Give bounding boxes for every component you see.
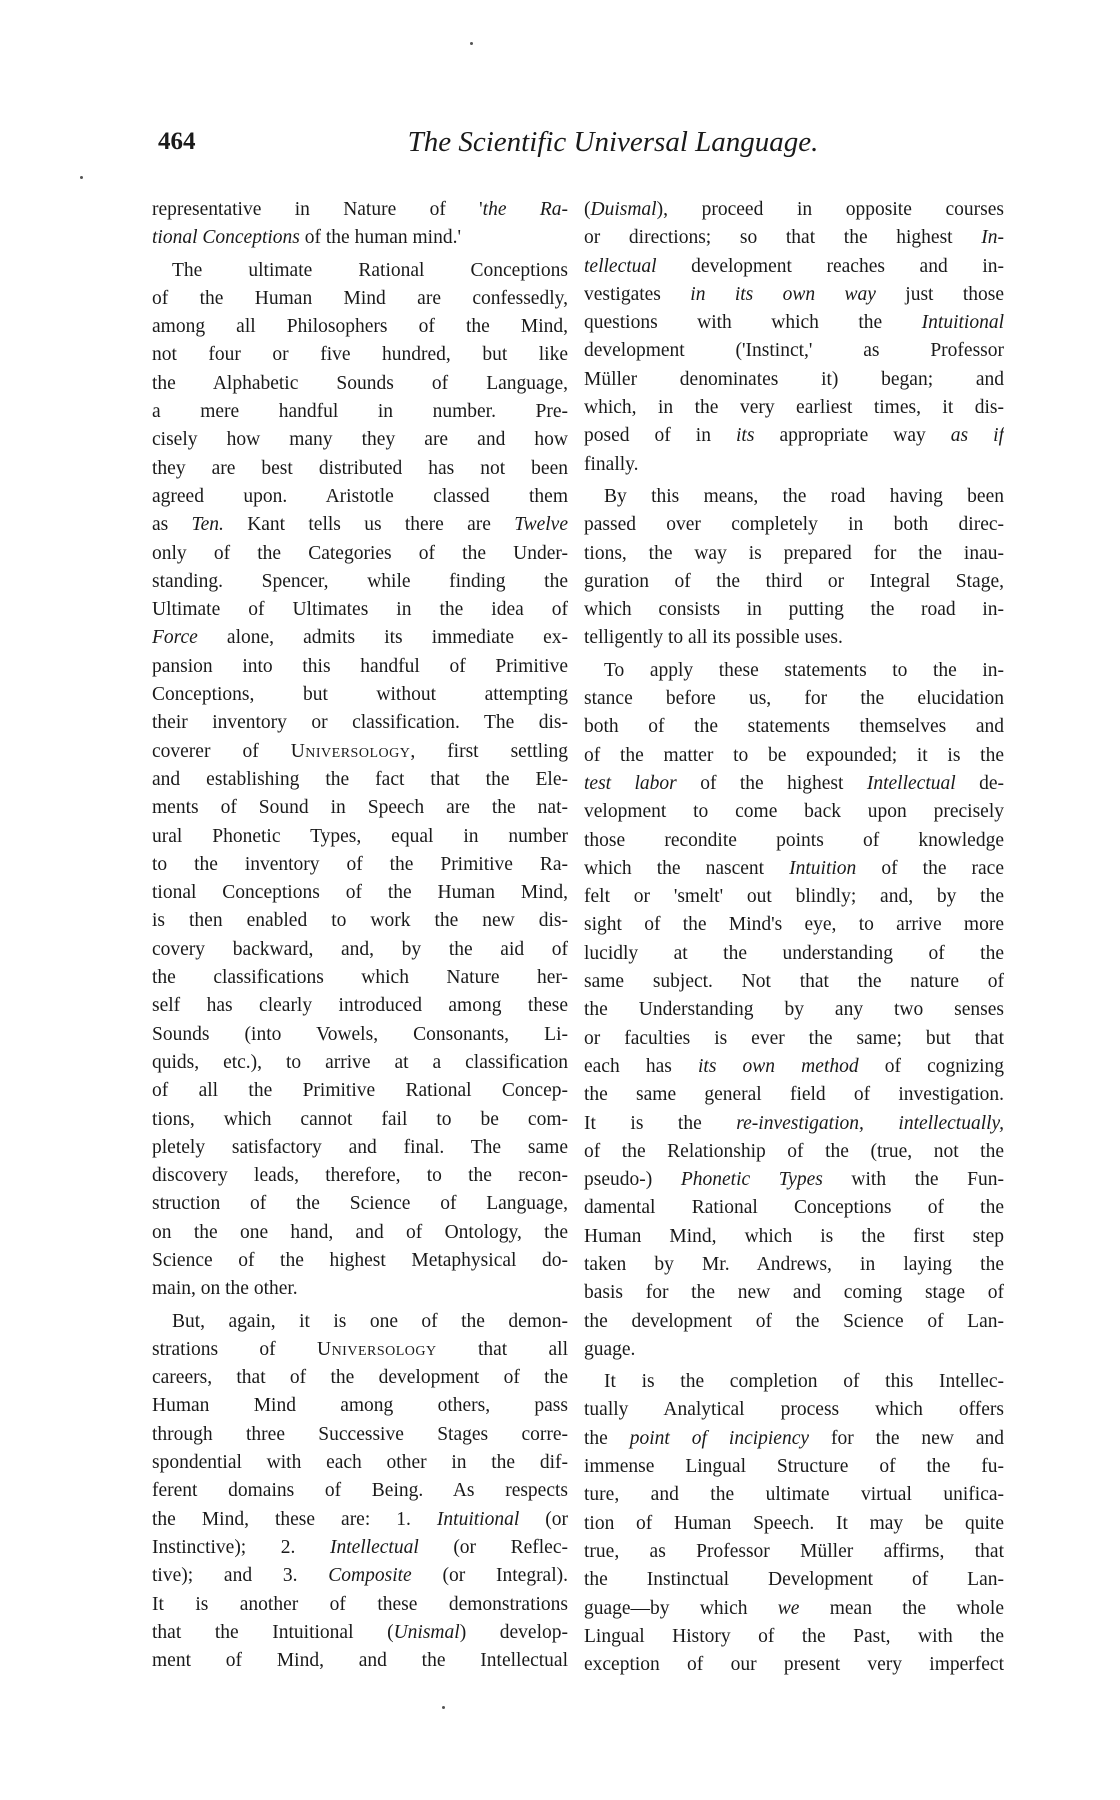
- text-line: they are best distributed has not been: [152, 457, 568, 479]
- text-line: It is the re-investigation, intellectually,: [584, 1112, 1004, 1134]
- paragraph: [152, 196, 568, 253]
- text-line: Human Mind, which is the first step: [584, 1225, 1004, 1247]
- text-line: questions with which the Intuitional: [584, 312, 1004, 334]
- text-line: ural Phonetic Types, equal in number: [152, 825, 568, 847]
- text-line: coverer of Universology, first settling: [152, 740, 568, 762]
- text-line: those recondite points of knowledge: [584, 829, 1004, 851]
- right-column: [584, 196, 1004, 1679]
- text-line: (Duismal), proceed in opposite courses: [584, 199, 1004, 220]
- small-caps-text: Universology: [316, 1338, 437, 1360]
- text-line: velopment to come back upon precisely: [584, 801, 1004, 823]
- text-line: passed over completely in both direc-: [584, 514, 1004, 536]
- text-line: Force alone, admits its immediate ex-: [152, 627, 568, 649]
- text-line: Human Mind among others, pass: [152, 1395, 568, 1417]
- text-line: Instinctive); 2. Intellectual (or Reflec-: [152, 1536, 568, 1558]
- text-line: of the matter to be expounded; it is the: [584, 744, 1004, 766]
- text-line: tions, which cannot fail to be com-: [152, 1108, 568, 1130]
- text-line: lucidly at the understanding of the: [584, 942, 1004, 964]
- text-line: both of the statements themselves and: [584, 716, 1004, 738]
- text-line: taken by Mr. Andrews, in laying the: [584, 1253, 1004, 1275]
- text-line: that the Intuitional (Unismal) develop-: [152, 1621, 568, 1643]
- italic-text: test labor: [584, 772, 677, 794]
- text-line: guage.: [584, 1338, 636, 1360]
- text-line: telligently to all its possible uses.: [584, 627, 843, 649]
- paragraph: [584, 657, 1004, 1364]
- italic-text: re-investigation, intellectually,: [736, 1112, 1004, 1134]
- text-line: tually Analytical process which offers: [584, 1399, 1004, 1421]
- text-line: spondential with each other in the dif-: [152, 1452, 568, 1474]
- text-line: the same general field of investigation.: [584, 1084, 1004, 1106]
- text-line: By this means, the road having been: [604, 485, 1004, 507]
- text-line: vestigates in its own way just those: [584, 283, 1004, 305]
- italic-text: Intuition: [789, 857, 857, 879]
- italic-text: Ten.: [191, 514, 224, 536]
- text-line: tive); and 3. Composite (or Integral).: [152, 1565, 568, 1587]
- text-line: through three Successive Stages corre-: [152, 1423, 568, 1445]
- left-column: [152, 196, 568, 1675]
- text-line: or faculties is ever the same; but that: [584, 1027, 1004, 1049]
- text-line: of the Relationship of the (true, not the: [584, 1140, 1004, 1162]
- text-line: quids, etc.), to arrive at a classification: [152, 1051, 568, 1073]
- italic-text: Intellectual: [329, 1536, 419, 1558]
- text-line: tellectual development reaches and in-: [584, 255, 1004, 277]
- scan-speck: [442, 1706, 445, 1709]
- italic-text: In-: [981, 227, 1004, 249]
- italic-text: in its own way: [690, 283, 876, 305]
- text-line: It is another of these demonstrations: [152, 1593, 568, 1615]
- text-line: development ('Instinct,' as Professor: [584, 340, 1004, 362]
- italic-text: Unismal: [393, 1621, 460, 1643]
- text-line: as Ten. Kant tells us there are Twelve: [152, 514, 568, 536]
- italic-text: Intuitional: [436, 1508, 520, 1530]
- small-caps-text: Universology: [290, 740, 411, 762]
- text-line: only of the Categories of the Under-: [152, 542, 568, 564]
- text-line: the Understanding by any two senses: [584, 999, 1004, 1021]
- text-line: tions, the way is prepared for the inau-: [584, 542, 1004, 564]
- text-line: is then enabled to work the new dis-: [152, 910, 568, 932]
- text-line: to the inventory of the Primitive Ra-: [152, 853, 568, 875]
- paragraph: [584, 1368, 1004, 1679]
- text-line: a mere handful in number. Pre-: [152, 401, 568, 423]
- italic-text: as if: [950, 425, 1004, 447]
- text-line: the Instinctual Development of Lan-: [584, 1569, 1004, 1591]
- text-line: ments of Sound in Speech are the nat-: [152, 797, 568, 819]
- text-line: exception of our present very imperfect: [584, 1654, 1004, 1676]
- paragraph: [152, 257, 568, 1304]
- text-line: pletely satisfactory and final. The same: [152, 1136, 568, 1158]
- italic-text: Intuitional: [921, 312, 1004, 334]
- page-number: 464: [158, 128, 196, 155]
- text-line: on the one hand, and of Ontology, the: [152, 1221, 568, 1243]
- text-line: guage—by which we mean the whole: [584, 1597, 1004, 1619]
- text-line: self has clearly introduced among these: [152, 995, 568, 1017]
- italic-text: Duismal: [590, 199, 657, 220]
- running-header: [158, 128, 1008, 168]
- text-line: stance before us, for the elucidation: [584, 688, 1004, 710]
- text-line: among all Philosophers of the Mind,: [152, 316, 568, 338]
- text-line: which the nascent Intuition of the race: [584, 857, 1004, 879]
- text-line: or directions; so that the highest In-: [584, 227, 1004, 249]
- text-line: strations of Universology that all: [152, 1338, 568, 1360]
- text-line: the development of the Science of Lan-: [584, 1310, 1004, 1332]
- paragraph: [152, 1308, 568, 1676]
- italic-text: Composite: [328, 1565, 412, 1587]
- text-line: main, on the other.: [152, 1278, 298, 1300]
- text-line: tional Conceptions of the human mind.': [152, 227, 461, 249]
- italic-text: we: [777, 1597, 800, 1619]
- text-line: Conceptions, but without attempting: [152, 684, 568, 706]
- text-line: which consists in putting the road in-: [584, 599, 1004, 621]
- text-line: Sounds (into Vowels, Consonants, Li-: [152, 1023, 568, 1045]
- text-line: each has its own method of cognizing: [584, 1055, 1004, 1077]
- scan-speck: [470, 42, 473, 45]
- text-line: the point of incipiency for the new and: [584, 1427, 1004, 1449]
- italic-text: its own method: [697, 1055, 859, 1077]
- text-line: of all the Primitive Rational Concep-: [152, 1080, 568, 1102]
- text-line: covery backward, and, by the aid of: [152, 938, 568, 960]
- text-line: Science of the highest Metaphysical do-: [152, 1249, 568, 1271]
- text-line: not four or five hundred, but like: [152, 344, 568, 366]
- text-line: their inventory or classification. The dis-: [152, 712, 568, 734]
- italic-text: the Ra-: [482, 199, 568, 220]
- text-line: sight of the Mind's eye, to arrive more: [584, 914, 1004, 936]
- text-line: To apply these statements to the in-: [604, 659, 1004, 681]
- text-line: finally.: [584, 453, 639, 475]
- text-line: guration of the third or Integral Stage,: [584, 570, 1004, 592]
- text-line: cisely how many they are and how: [152, 429, 568, 451]
- text-line: the Mind, these are: 1. Intuitional (or: [152, 1508, 568, 1530]
- text-line: ture, and the ultimate virtual unifica-: [584, 1484, 1004, 1506]
- italic-text: Intellectual: [866, 772, 956, 794]
- text-line: The ultimate Rational Conceptions: [172, 259, 568, 281]
- text-line: struction of the Science of Language,: [152, 1193, 568, 1215]
- paragraph: [584, 196, 1004, 479]
- text-line: damental Rational Conceptions of the: [584, 1197, 1004, 1219]
- italic-text: tellectual: [584, 255, 657, 277]
- text-line: the Alphabetic Sounds of Language,: [152, 372, 568, 394]
- text-line: posed of in its appropriate way as if: [584, 425, 1004, 447]
- italic-text: Twelve: [514, 514, 568, 536]
- italic-text: tional Conceptions: [152, 227, 300, 249]
- text-line: standing. Spencer, while finding the: [152, 570, 568, 592]
- text-line: which, in the very earliest times, it dis-: [584, 397, 1004, 419]
- italic-text: Phonetic Types: [680, 1169, 823, 1191]
- text-line: discovery leads, therefore, to the recon-: [152, 1165, 568, 1187]
- text-line: But, again, it is one of the demon-: [172, 1310, 568, 1332]
- text-line: pseudo-) Phonetic Types with the Fun-: [584, 1169, 1004, 1191]
- paragraph: [584, 483, 1004, 653]
- text-line: true, as Professor Müller affirms, that: [584, 1540, 1004, 1562]
- text-line: careers, that of the development of the: [152, 1367, 568, 1389]
- text-line: representative in Nature of 'the Ra-: [152, 199, 568, 220]
- text-line: immense Lingual Structure of the fu-: [584, 1456, 1004, 1478]
- scan-speck: [80, 176, 83, 179]
- italic-text: its: [736, 425, 755, 447]
- text-line: ferent domains of Being. As respects: [152, 1480, 568, 1502]
- text-line: tion of Human Speech. It may be quite: [584, 1512, 1004, 1534]
- text-line: same subject. Not that the nature of: [584, 971, 1004, 993]
- text-line: It is the completion of this Intellec-: [604, 1371, 1004, 1393]
- italic-text: Force: [152, 627, 198, 649]
- text-line: pansion into this handful of Primitive: [152, 655, 568, 677]
- running-title: The Scientific Universal Language.: [407, 126, 819, 158]
- text-line: and establishing the fact that the Ele-: [152, 768, 568, 790]
- text-line: Müller denominates it) began; and: [584, 368, 1004, 390]
- text-line: basis for the new and coming stage of: [584, 1282, 1004, 1304]
- text-line: felt or 'smelt' out blindly; and, by the: [584, 886, 1004, 908]
- italic-text: point of incipiency: [629, 1427, 810, 1449]
- text-line: the classifications which Nature her-: [152, 967, 568, 989]
- text-line: tional Conceptions of the Human Mind,: [152, 882, 568, 904]
- text-line: agreed upon. Aristotle classed them: [152, 485, 568, 507]
- text-line: ment of Mind, and the Intellectual: [152, 1650, 568, 1672]
- text-line: Lingual History of the Past, with the: [584, 1625, 1004, 1647]
- text-line: test labor of the highest Intellectual de-: [584, 772, 1004, 794]
- text-line: Ultimate of Ultimates in the idea of: [152, 599, 568, 621]
- text-line: of the Human Mind are confessedly,: [152, 287, 568, 309]
